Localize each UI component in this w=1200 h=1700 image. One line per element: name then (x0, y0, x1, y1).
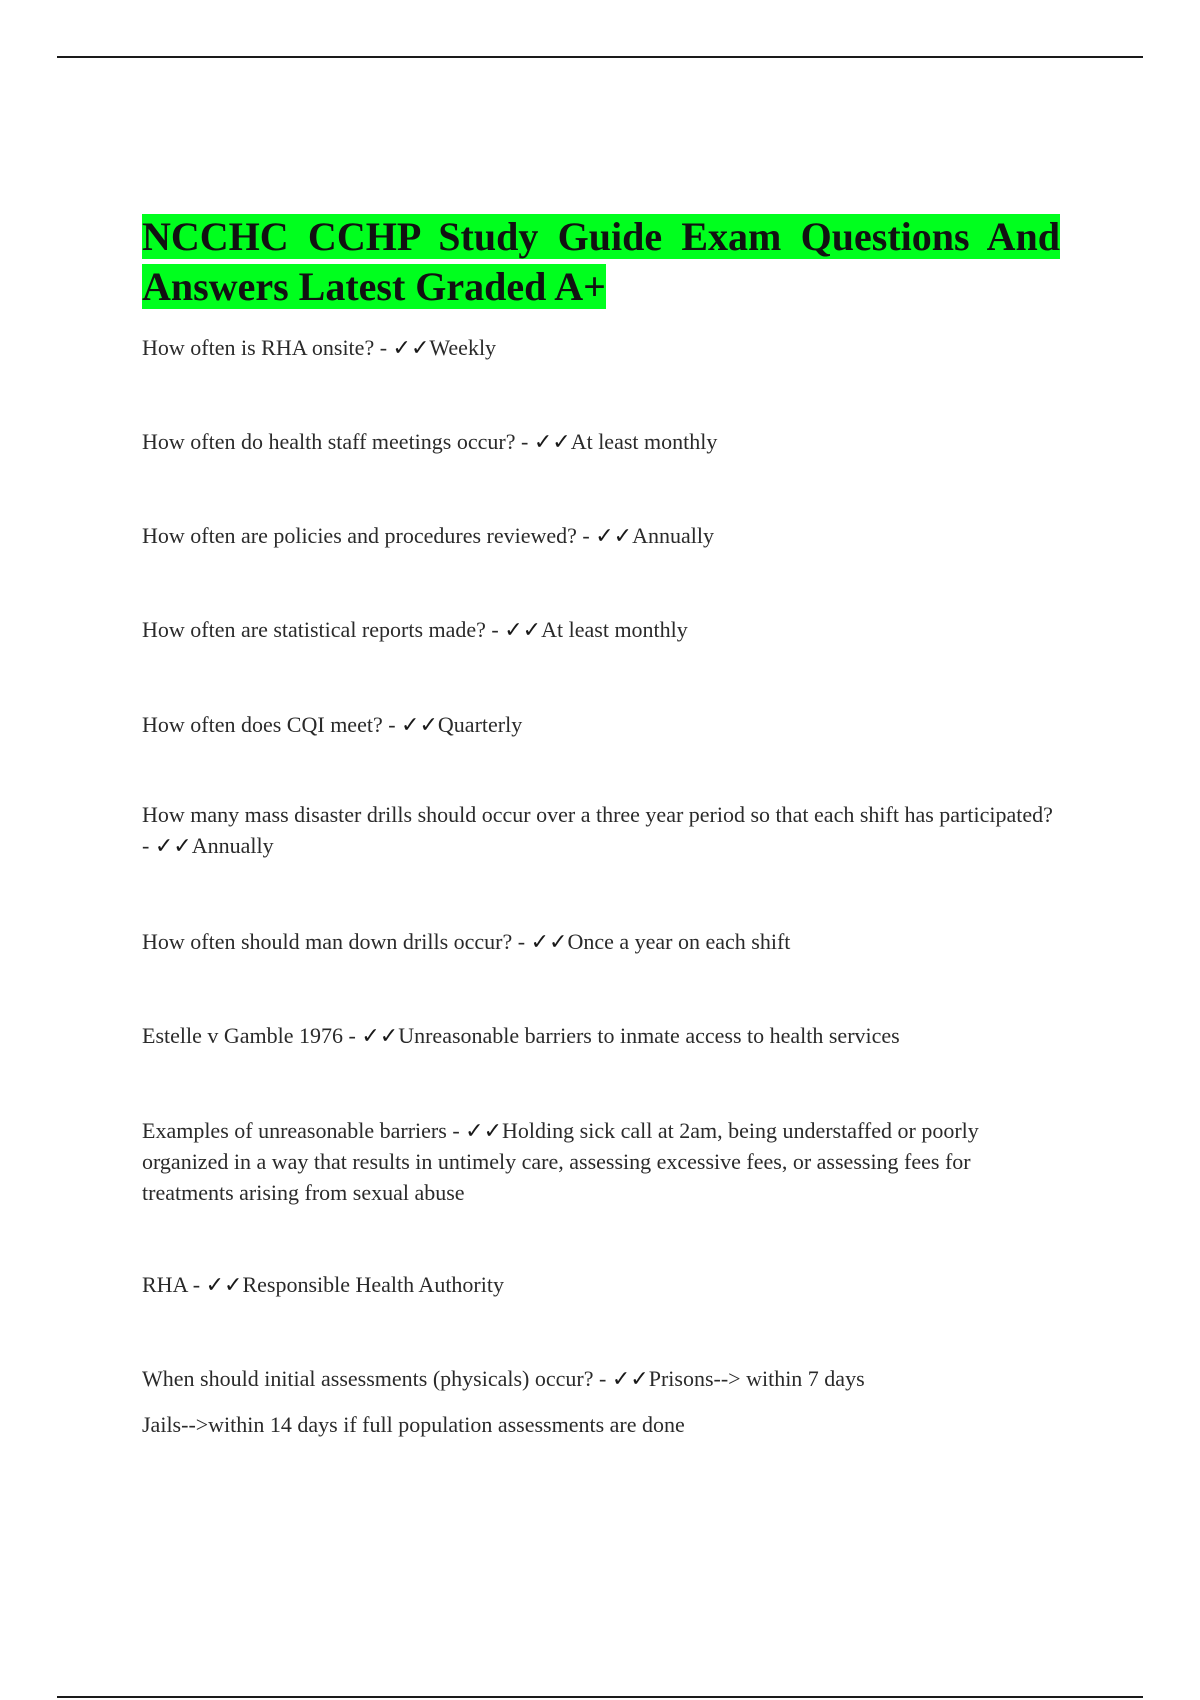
qa-item (142, 332, 1060, 363)
question-text: How often is RHA onsite? (142, 335, 375, 360)
separator: - (187, 1272, 206, 1297)
separator: - (446, 1118, 466, 1143)
qa-item (142, 799, 1060, 861)
question-text: How often are policies and procedures reviewed? (142, 523, 577, 548)
qa-item (142, 1115, 1060, 1208)
check-icon: ✓✓ (595, 523, 633, 548)
separator: - (485, 617, 505, 642)
separator: - (374, 335, 393, 360)
qa-item (142, 520, 1060, 551)
check-icon: ✓✓ (205, 1272, 243, 1297)
answer-text: Annually (191, 833, 274, 858)
separator: - (343, 1023, 362, 1048)
question-text: When should initial assessments (physicals) occur? (142, 1366, 594, 1391)
check-icon: ✓✓ (533, 429, 571, 454)
separator: - (382, 712, 402, 737)
separator: - (515, 429, 534, 454)
answer-text: Quarterly (437, 712, 523, 737)
answer-text: Annually (632, 523, 715, 548)
answer-text: At least monthly (570, 429, 718, 454)
question-text: RHA (142, 1272, 188, 1297)
question-text: How often are statistical reports made? (142, 617, 486, 642)
answer-text: Once a year on each shift (567, 929, 791, 954)
answer-text: Weekly (429, 335, 497, 360)
check-icon: ✓✓ (392, 335, 430, 360)
check-icon: ✓✓ (504, 617, 542, 642)
check-icon: ✓✓ (361, 1023, 399, 1048)
qa-item (142, 1020, 1060, 1051)
question-text: How often should man down drills occur? (142, 929, 513, 954)
question-text: Estelle v Gamble 1976 (142, 1023, 344, 1048)
separator: - (593, 1366, 612, 1391)
document-title (142, 212, 1060, 312)
check-icon: ✓✓ (530, 929, 568, 954)
separator: - (142, 833, 155, 858)
check-icon: ✓✓ (465, 1118, 503, 1143)
footer-rule (57, 1696, 1143, 1698)
answer-continuation: Jails-->within 14 days if full population assessments are done (142, 1412, 685, 1437)
answer-text: Prisons--> within 7 days (648, 1366, 865, 1391)
question-text: Examples of unreasonable barriers (142, 1118, 447, 1143)
answer-text: At least monthly (541, 617, 688, 642)
question-text: How often do health staff meetings occur? (142, 429, 516, 454)
qa-item (142, 709, 1060, 740)
header-rule (57, 56, 1143, 58)
separator: - (512, 929, 531, 954)
qa-item (142, 614, 1060, 645)
check-icon: ✓✓ (154, 833, 192, 858)
qa-item (142, 1363, 1060, 1394)
question-text: How often does CQI meet? (142, 712, 383, 737)
qa-item (142, 1269, 1060, 1300)
qa-item (142, 926, 1060, 957)
title-highlight: NCCHC CCHP Study Guide Exam Questions And Answers Latest Graded A+ (142, 214, 1060, 309)
answer-text: Holding sick call at 2am, being understaffed or poorly organized in a way that results in untimely care, assessing excessive fees, or assessing fees for treatments arising from sexual abuse (142, 1118, 979, 1205)
answer-text: Unreasonable barriers to inmate access to health services (398, 1023, 900, 1048)
check-icon: ✓✓ (401, 712, 438, 737)
answer-text: Responsible Health Authority (242, 1272, 504, 1297)
qa-item (142, 426, 1060, 457)
question-text: How many mass disaster drills should occur over a three year period so that each shift has participated? (142, 802, 1053, 827)
check-icon: ✓✓ (611, 1366, 649, 1391)
separator: - (576, 523, 596, 548)
document-body (142, 212, 1060, 1437)
